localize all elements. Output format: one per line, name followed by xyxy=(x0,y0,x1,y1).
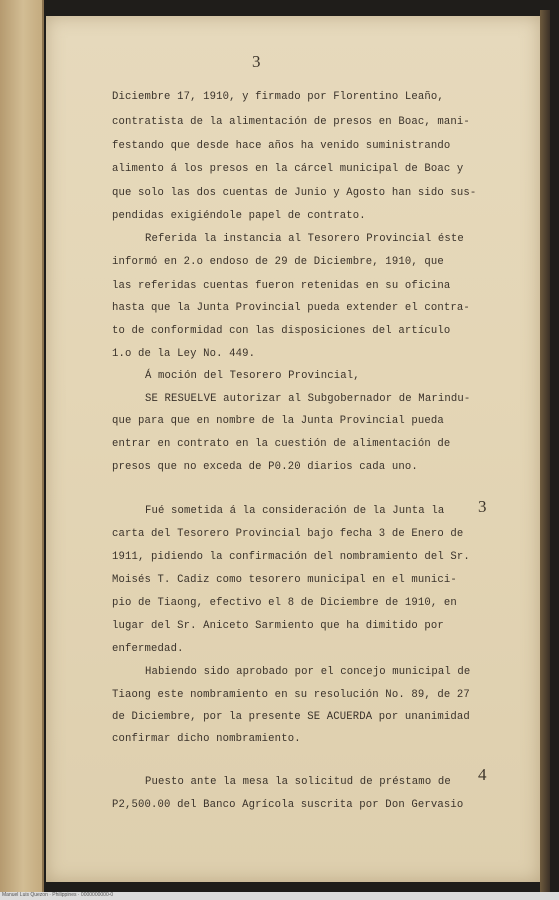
text-line: que solo las dos cuentas de Junio y Agosto han sido sus- xyxy=(112,187,477,199)
text-line: alimento á los presos en la cárcel municipal de Boac y xyxy=(112,163,464,175)
page-number: 3 xyxy=(252,52,261,71)
text-line: festando que desde hace años ha venido suministrando xyxy=(112,140,451,152)
adjacent-page-edge xyxy=(0,0,44,892)
text-line: P2,500.00 del Banco Agrícola suscrita por Don Gervasio xyxy=(112,799,464,811)
text-line: Habiendo sido aprobado por el concejo municipal de xyxy=(145,666,471,678)
text-line: Puesto ante la mesa la solicitud de préstamo de xyxy=(145,776,451,788)
text-line: confirmar dicho nombramiento. xyxy=(112,733,301,745)
margin-item-number: 4 xyxy=(478,765,487,784)
text-line: enfermedad. xyxy=(112,643,184,655)
text-line: Referida la instancia al Tesorero Provincial éste xyxy=(145,233,464,245)
text-line: hasta que la Junta Provincial pueda extender el contra- xyxy=(112,302,470,314)
margin-item-number: 3 xyxy=(478,497,487,516)
text-line: pio de Tiaong, efectivo el 8 de Diciembre de 1910, en xyxy=(112,597,457,609)
text-line: entrar en contrato en la cuestión de alimentación de xyxy=(112,438,451,450)
text-line: Á moción del Tesorero Provincial, xyxy=(145,370,360,382)
scan-footer-text: Manuel Luis Quezon · Philippines · 0000000000-0 xyxy=(2,892,114,898)
text-line: Diciembre 17, 1910, y firmado por Florentino Leaño, xyxy=(112,91,444,103)
text-line: que para que en nombre de la Junta Provincial pueda xyxy=(112,415,444,427)
text-line: Moisés T. Cadiz como tesorero municipal en el munici- xyxy=(112,574,457,586)
text-line: Fué sometida á la consideración de la Junta la xyxy=(145,505,445,517)
book-binding-edge xyxy=(540,10,550,892)
text-line: pendidas exigiéndole papel de contrato. xyxy=(112,210,366,222)
text-line: presos que no exceda de P0.20 diarios cada uno. xyxy=(112,461,418,473)
text-line: Tiaong este nombramiento en su resolución No. 89, de 27 xyxy=(112,689,470,701)
text-line: to de conformidad con las disposiciones del artículo xyxy=(112,325,451,337)
text-line: 1.o de la Ley No. 449. xyxy=(112,348,256,360)
text-line: las referidas cuentas fueron retenidas en su oficina xyxy=(112,280,451,292)
text-line: 1911, pidiendo la confirmación del nombramiento del Sr. xyxy=(112,551,470,563)
text-line: carta del Tesorero Provincial bajo fecha 3 de Enero de xyxy=(112,528,464,540)
text-line: de Diciembre, por la presente SE ACUERDA por unanimidad xyxy=(112,711,470,723)
text-line: lugar del Sr. Aniceto Sarmiento que ha dimitido por xyxy=(112,620,444,632)
text-line: SE RESUELVE autorizar al Subgobernador de Marindu- xyxy=(145,393,471,405)
text-line: contratista de la alimentación de presos en Boac, mani- xyxy=(112,116,470,128)
text-line: informó en 2.o endoso de 29 de Diciembre, 1910, que xyxy=(112,256,444,268)
